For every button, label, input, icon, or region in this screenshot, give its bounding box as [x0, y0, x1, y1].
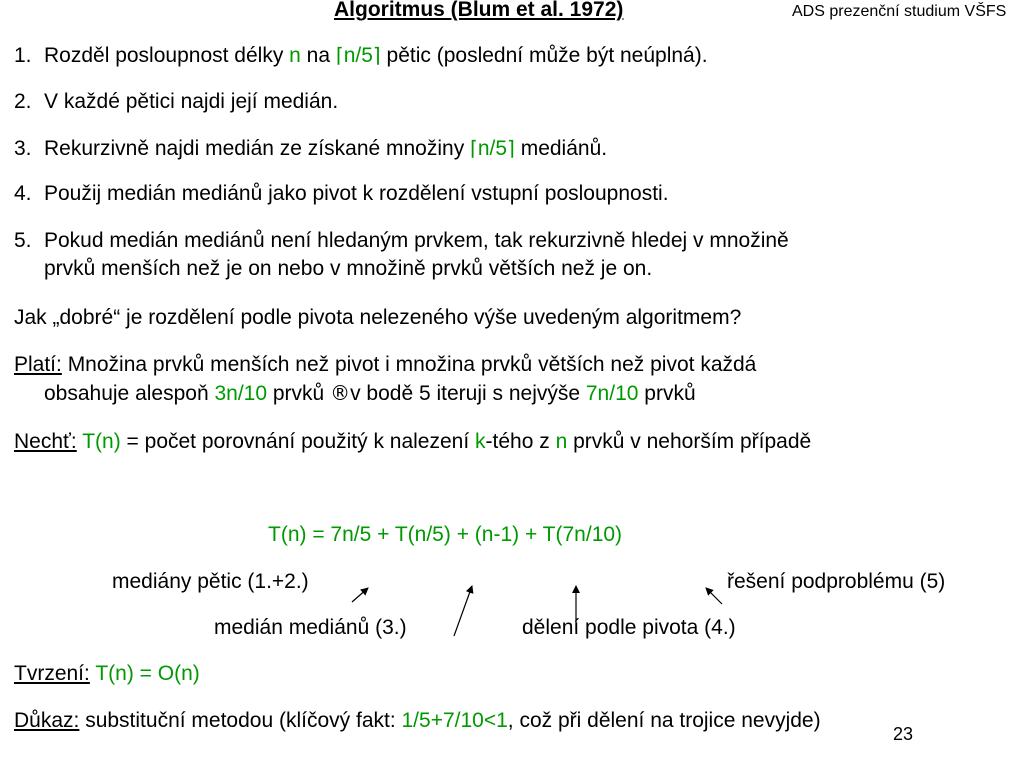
nechte-label: Nechť:: [14, 430, 77, 453]
plati-statement: Platí: Množina prvků menších než pivot i množina prvků větších než pivot každá obsahuje alespoň 3n/10 prvků ®v bodě 5 iteruji s nejvýše 7n/10 prvků: [14, 353, 757, 405]
step-5: 5. Pokud medián mediánů není hledaným prvkem, tak rekurzivně hledej v množině prvků menších než je on nebo v množině prvků větších než je on.: [14, 229, 789, 280]
step-1: 1. Rozděl posloupnost délky n na ⌈n/5⌉ pětic (poslední může být neúplná).: [14, 41, 708, 70]
step-number: 1.: [14, 44, 32, 67]
annotation-medians-of-fives: mediány pětic (1.+2.): [112, 570, 309, 593]
slide-title: Algoritmus (Blum et al. 1972): [334, 0, 624, 21]
ceil-right-icon: ⌉: [372, 43, 381, 67]
step-3: 3. Rekurzivně najdi medián ze získané množiny ⌈n/5⌉ mediánů.: [14, 134, 607, 163]
step-number: 2.: [14, 90, 32, 113]
proof-label: Důkaz:: [14, 709, 80, 732]
recurrence-formula: T(n) = 7n/5 + T(n/5) + (n-1) + T(7n/10): [268, 523, 623, 546]
ceil-left-icon: ⌈: [335, 43, 344, 67]
question: Jak „dobré“ je rozdělení podle pivota nelezeného výše uvedeným algoritmem?: [14, 306, 742, 329]
registered-symbol-icon: ®: [330, 381, 351, 405]
claim: Tvrzení: T(n) = O(n): [14, 662, 200, 685]
annotation-subproblem: řešení podproblému (5): [727, 570, 946, 593]
page-number: 23: [893, 724, 914, 744]
step-4: 4. Použij medián mediánů jako pivot k rozdělení vstupní posloupnosti.: [14, 180, 669, 208]
claim-label: Tvrzení:: [14, 662, 90, 685]
step-number: 5.: [14, 229, 32, 252]
ceil-right-icon: ⌉: [507, 136, 515, 160]
course-header: ADS prezenční studium VŠFS: [792, 3, 1007, 20]
plati-label: Platí:: [14, 353, 62, 376]
annotation-pivot-partition: dělení podle pivota (4.): [522, 616, 736, 639]
step-2: 2. V každé pětici najdi její medián.: [14, 88, 338, 116]
ceiling-expression: ⌈n/5⌉: [335, 43, 381, 67]
nechte-definition: Nechť: T(n) = počet porovnání použitý k nalezení k-tého z n prvků v nehorším případě: [14, 430, 812, 453]
arrow-medians-of-fives: [352, 588, 368, 602]
step-number: 3.: [14, 137, 32, 160]
arrow-subproblem: [706, 588, 722, 604]
step-number: 4.: [14, 182, 32, 205]
proof: Důkaz: substituční metodou (klíčový fakt: 1/5+7/10<1, což při dělení na trojice nevyjde): [14, 709, 821, 732]
annotation-median-of-medians: medián mediánů (3.): [214, 616, 407, 639]
ceil-left-icon: ⌈: [470, 136, 478, 160]
arrow-median-of-medians: [454, 586, 472, 636]
ceiling-expression: ⌈n/5⌉: [470, 136, 515, 160]
